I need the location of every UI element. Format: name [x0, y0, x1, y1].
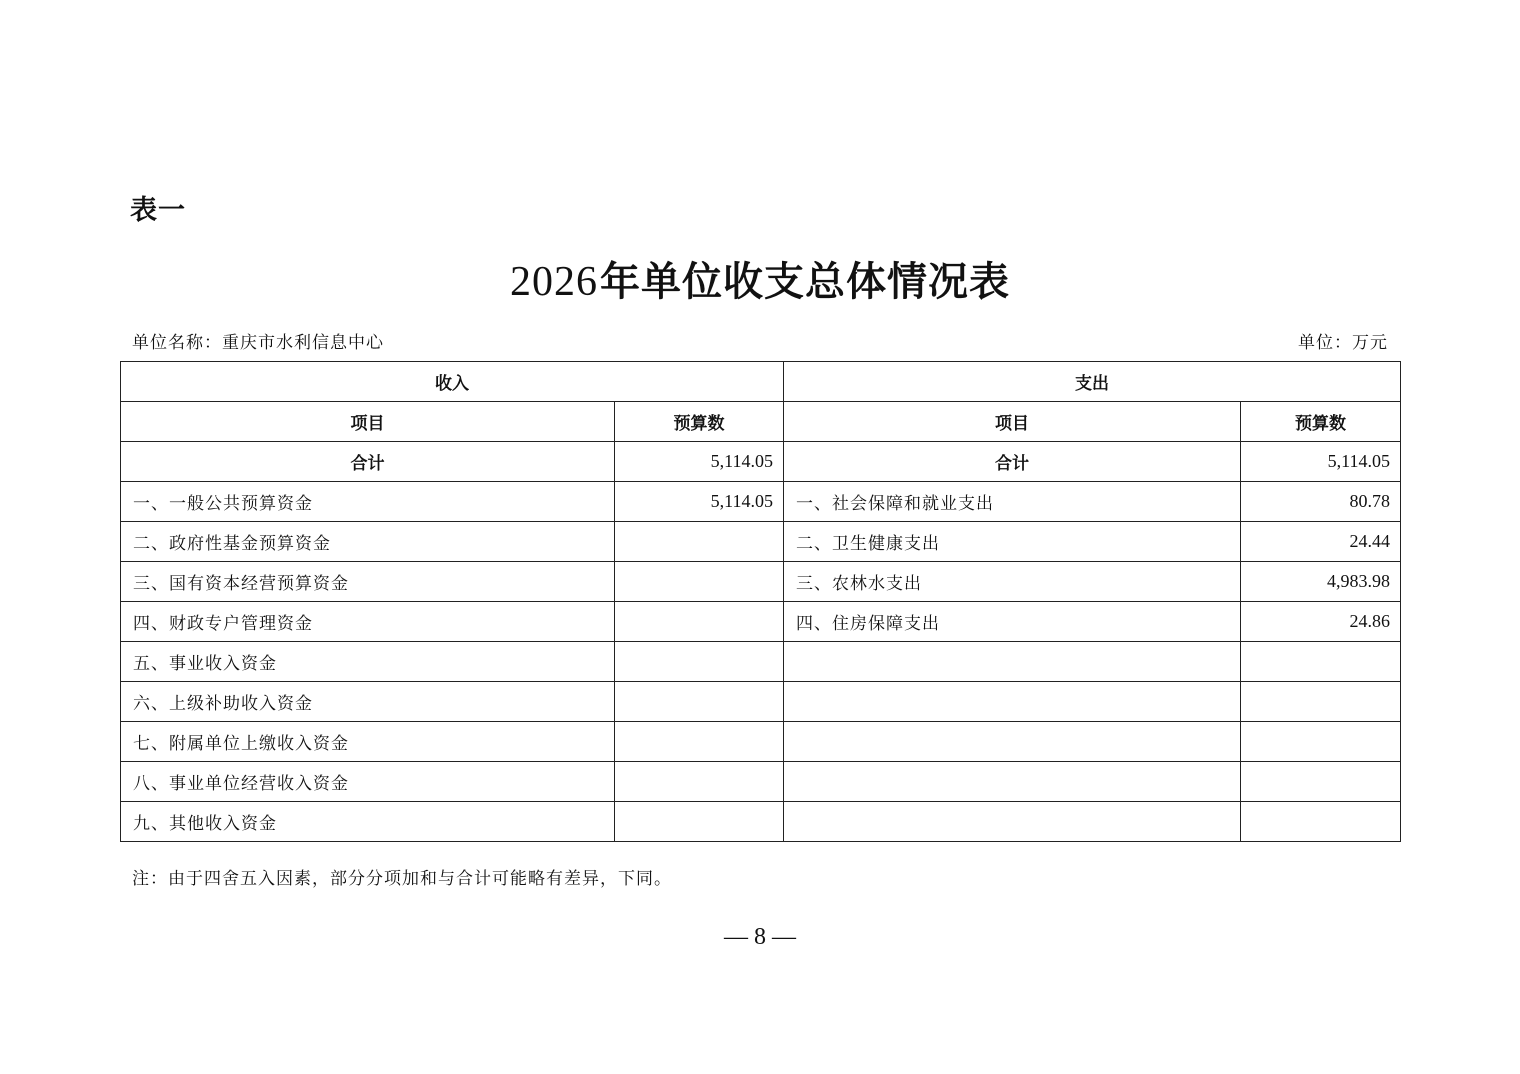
income-value [615, 562, 784, 602]
budget-table [120, 361, 1401, 842]
income-item: 二、政府性基金预算资金 [121, 522, 615, 562]
income-value [615, 682, 784, 722]
unit-measure: 单位：万元 [1298, 333, 1388, 353]
expense-value [1241, 682, 1401, 722]
income-value: 5,114.05 [615, 482, 784, 522]
expense-total-label: 合计 [784, 442, 1241, 482]
expense-budget-column-header: 预算数 [1241, 402, 1401, 442]
table-row [121, 602, 1401, 642]
expense-value: 24.86 [1241, 602, 1401, 642]
income-budget-column-header: 预算数 [615, 402, 784, 442]
income-total-label: 合计 [121, 442, 615, 482]
income-value [615, 722, 784, 762]
expense-value: 80.78 [1241, 482, 1401, 522]
footnote: 注：由于四舍五入因素，部分分项加和与合计可能略有差异，下同。 [132, 869, 672, 889]
table-row [121, 722, 1401, 762]
income-item: 九、其他收入资金 [121, 802, 615, 842]
table-row [121, 802, 1401, 842]
page-title [0, 250, 1520, 307]
income-value [615, 602, 784, 642]
expense-value [1241, 642, 1401, 682]
column-header-row [121, 402, 1401, 442]
expense-item: 二、卫生健康支出 [784, 522, 1241, 562]
table-row [121, 682, 1401, 722]
income-value [615, 802, 784, 842]
income-item: 四、财政专户管理资金 [121, 602, 615, 642]
table-row [121, 522, 1401, 562]
expense-item-column-header: 项目 [784, 402, 1241, 442]
expense-item: 三、农林水支出 [784, 562, 1241, 602]
expense-value [1241, 802, 1401, 842]
expense-item [784, 682, 1241, 722]
expense-item [784, 722, 1241, 762]
table-row [121, 562, 1401, 602]
income-header: 收入 [121, 362, 784, 402]
table-row [121, 482, 1401, 522]
expense-total-value: 5,114.05 [1241, 442, 1401, 482]
income-item: 一、一般公共预算资金 [121, 482, 615, 522]
section-header-row [121, 362, 1401, 402]
expense-item [784, 762, 1241, 802]
income-item: 五、事业收入资金 [121, 642, 615, 682]
expense-header: 支出 [784, 362, 1401, 402]
expense-item [784, 802, 1241, 842]
expense-value [1241, 762, 1401, 802]
expense-value: 4,983.98 [1241, 562, 1401, 602]
expense-item: 四、住房保障支出 [784, 602, 1241, 642]
expense-value: 24.44 [1241, 522, 1401, 562]
income-item: 八、事业单位经营收入资金 [121, 762, 615, 802]
income-item: 七、附属单位上缴收入资金 [121, 722, 615, 762]
income-item-column-header: 项目 [121, 402, 615, 442]
income-value [615, 642, 784, 682]
total-row [121, 442, 1401, 482]
page-number: — 8 — [724, 924, 796, 950]
expense-item [784, 642, 1241, 682]
income-value [615, 522, 784, 562]
title-text: 年单位收支总体情况表 [600, 258, 1010, 305]
income-value [615, 762, 784, 802]
unit-name: 单位名称：重庆市水利信息中心 [132, 333, 384, 353]
expense-item: 一、社会保障和就业支出 [784, 482, 1241, 522]
table-row [121, 642, 1401, 682]
income-item: 六、上级补助收入资金 [121, 682, 615, 722]
title-year: 2026 [510, 259, 598, 305]
table-row [121, 762, 1401, 802]
expense-value [1241, 722, 1401, 762]
income-total-value: 5,114.05 [615, 442, 784, 482]
income-item: 三、国有资本经营预算资金 [121, 562, 615, 602]
table-label: 表一 [130, 195, 186, 226]
